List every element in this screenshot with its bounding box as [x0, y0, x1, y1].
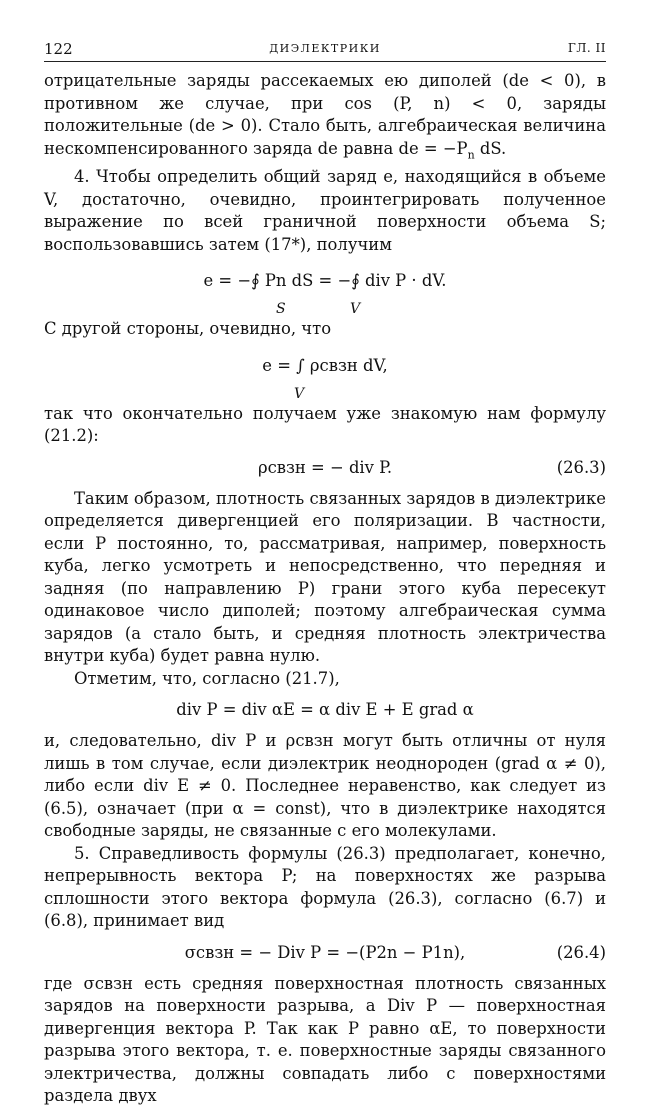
paragraph-1: отрицательные заряды рассекаемых ею диполей (de < 0), в противном же случае, при cos (P, n) < 0, заряды положительные (de > 0). Стало быть, алгебраическая величина нескомпенсированного заряда de равна de = $-P_n$ dS. — [44, 71, 606, 161]
header-rule — [44, 61, 606, 62]
chapter-label: ГЛ. II — [567, 41, 606, 55]
integral-limit-s: S — [276, 301, 286, 318]
paragraph-4: так что окончательно получаем уже знакомую нам формулу (21.2): — [44, 403, 606, 446]
paragraph-9: где σсвзн есть средняя поверхностная плотность связанных зарядов на поверхности разрыва, а Div P — поверхностная дивергенция вектора P. Так как P равно αE, то поверхности разрыва этого вектора, т. е. поверхностные заряды связанного электричества, должны совпадать либо с поверхностями раздела двух — [44, 973, 606, 1106]
paragraph-8: 5. Справедливость формулы (26.3) предполагает, конечно, непрерывность вектора P; на поверхностях же разрыва сплошности этого вектора формула (26.3), согласно (6.7) и (6.8), принимает вид — [44, 843, 606, 931]
equation-number: (26.3) — [556, 457, 606, 477]
equation-e-surface — [44, 260, 606, 318]
equation-text: ρсвзн = − div P. — [257, 457, 393, 477]
paragraph-2: 4. Чтобы определить общий заряд e, находящийся в объеме V, достаточно, очевидно, проинтегрировать полученное выражение по всей граничной поверхности объема S; воспользовавшись затем (17*), получим — [44, 167, 606, 254]
running-title: ДИЭЛЕКТРИКИ — [269, 42, 381, 55]
paragraph-7: и, следовательно, div P и ρсвзн могут быть отличны от нуля лишь в том случае, если диэлектрик неоднороден (grad α ≠ 0), либо если div E ≠ 0. Последнее неравенство, как следует из (6.5), означает (при α = const), что в диэлектрике находятся свободные заряды, не связанные с его молекулами. — [44, 731, 606, 841]
running-header — [44, 40, 606, 58]
equation-e-volume — [44, 345, 606, 402]
paragraph-5: Таким образом, плотность связанных зарядов в диэлектрике определяется дивергенцией его поляризации. В частности, если P постоянно, то, рассматривая, например, поверхность куба, легко усмотреть и непосредственно, что передняя и задняя (по направлению P) грани этого куба пересекут одинаковое число диполей; поэтому алгебраическая сумма зарядов (а стало быть, и средняя плотность электричества внутри куба) будет равна нулю. — [44, 488, 606, 666]
equation-26-4 — [44, 936, 606, 970]
equation-26-3 — [44, 451, 606, 485]
integral-limit-v: V — [294, 385, 305, 402]
paragraph-3: С другой стороны, очевидно, что — [44, 319, 332, 339]
equation-div — [44, 693, 606, 727]
equation-text: σсвзн = − Div P = −(P2n − P1n), — [184, 942, 466, 962]
page-number: 122 — [44, 40, 73, 58]
equation-text: e = −∮ Pn dS = −∮ div P · dV. — [203, 271, 447, 291]
equation-text: div P = div αE = α div E + E grad α — [176, 700, 474, 720]
paragraph-6: Отметим, что, согласно (21.7), — [74, 668, 340, 688]
text-body — [44, 70, 606, 1108]
integral-limit-v: V — [350, 301, 361, 318]
equation-text: e = ∫ ρсвзн dV, — [262, 355, 388, 375]
equation-number: (26.4) — [556, 942, 606, 962]
